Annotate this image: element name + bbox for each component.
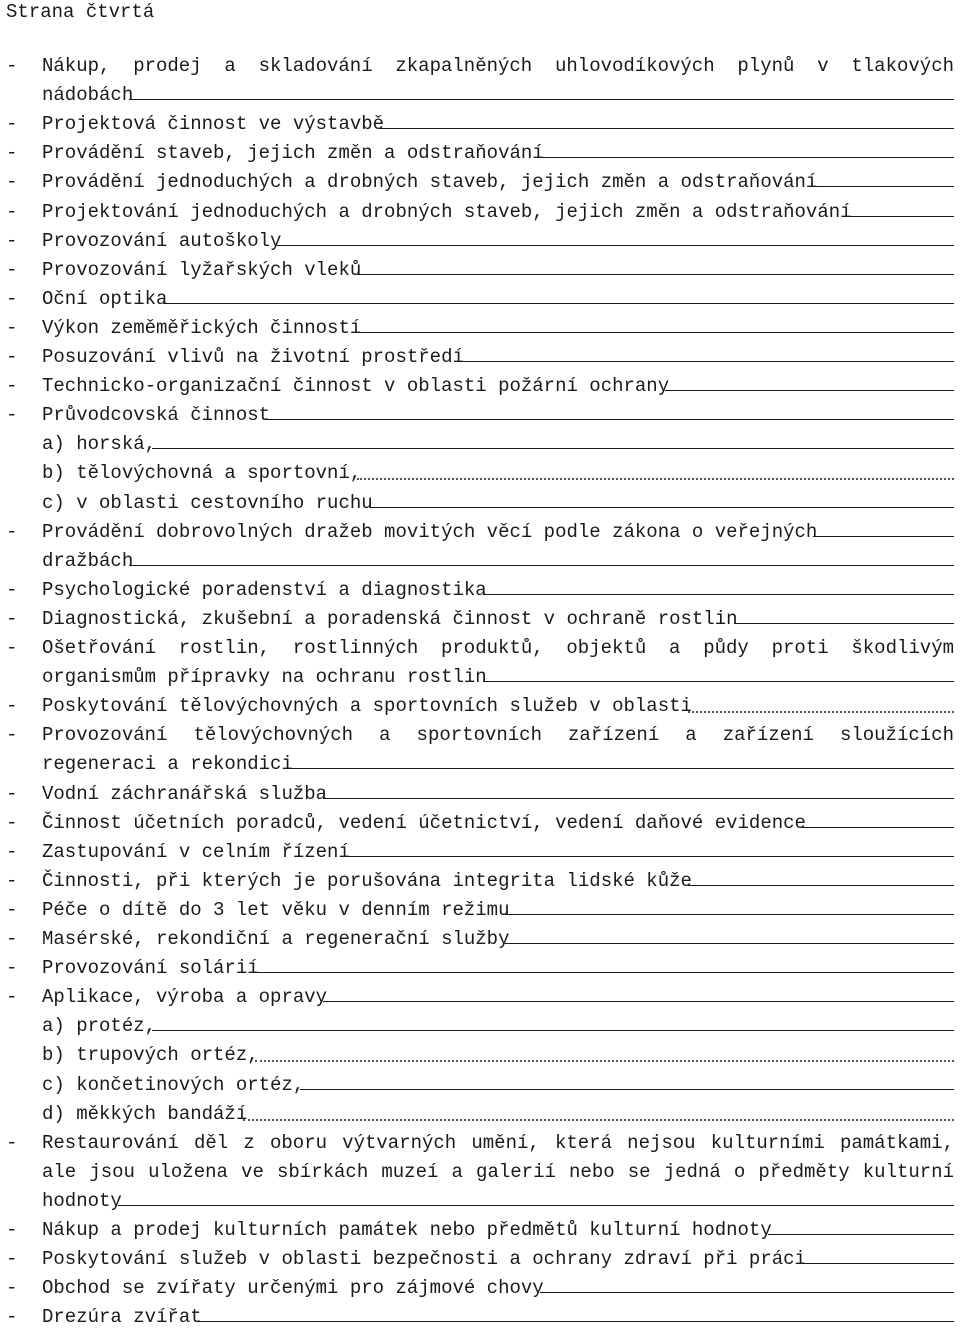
list-item: [0, 809, 960, 838]
fill-line: [277, 245, 954, 246]
list-dash: -: [6, 142, 18, 165]
list-item-text: Ošetřování rostlin, rostlinných produktů, objektů a půdy proti škodlivým: [42, 637, 954, 659]
list-item-text: organismům přípravky na ochranu rostlin: [42, 666, 487, 689]
list-item: [0, 139, 960, 168]
fill-line: [300, 1089, 954, 1090]
fill-line: [688, 885, 954, 886]
list-item: [0, 430, 960, 459]
list-item: [0, 1158, 960, 1187]
list-item: [0, 401, 960, 430]
fill-line: [848, 216, 954, 217]
list-item-text: Provádění jednoduchých a drobných staveb, jejich změn a odstraňování: [42, 171, 818, 194]
list-dash: -: [6, 1277, 18, 1300]
fill-line: [369, 507, 954, 508]
list-item: [0, 1100, 960, 1129]
list-item-text: Poskytování tělovýchovných a sportovních služeb v oblasti: [42, 695, 692, 718]
list-item: [0, 372, 960, 401]
list-item: [0, 983, 960, 1012]
list-item-text: Provádění dobrovolných dražeb movitých věcí podle zákona o veřejných: [42, 520, 818, 543]
list-item: [0, 925, 960, 954]
list-dash: -: [6, 578, 18, 601]
list-dash: -: [6, 171, 18, 194]
list-item: [0, 459, 960, 488]
list-item: [0, 605, 960, 634]
list-item-text: dražbách: [42, 549, 134, 572]
list-item: [0, 663, 960, 692]
list-item-text: b) tělovýchovná a sportovní,: [42, 462, 362, 485]
fill-line: [665, 390, 954, 391]
list-dash: -: [6, 1248, 18, 1271]
list-item: [0, 867, 960, 896]
fill-line: [768, 1234, 954, 1235]
list-item-text: regeneraci a rekondici: [42, 753, 293, 776]
list-dash: -: [6, 375, 18, 398]
fill-line: [346, 856, 954, 857]
list-item: [0, 81, 960, 110]
fill-line: [813, 536, 954, 537]
fill-line: [357, 332, 954, 333]
list-item-text: Projektová činnost ve výstavbě: [42, 113, 385, 136]
list-item-text: c) končetinových ortéz,: [42, 1073, 305, 1096]
list-item: [0, 489, 960, 518]
list-item-text: Restaurování děl z oboru výtvarných umění, která nejsou kulturními památkami,: [42, 1131, 954, 1154]
fill-line: [129, 99, 954, 100]
list-dash: -: [6, 724, 18, 747]
fill-line: [505, 914, 954, 915]
list-item: [0, 954, 960, 983]
list-item-text: Oční optika: [42, 287, 168, 310]
list-item-text: Masérské, rekondiční a regenerační služby: [42, 928, 510, 950]
list-dash: -: [6, 869, 18, 892]
list-item: [0, 343, 960, 372]
fill-line: [802, 1263, 954, 1264]
list-item: [0, 1303, 960, 1332]
list-item-text: Poskytování služeb v oblasti bezpečnosti a ochrany zdraví při práci: [42, 1248, 806, 1271]
list-item-text: d) měkkých bandáží: [42, 1102, 248, 1125]
list-item-text: c) v oblasti cestovního ruchu: [42, 491, 373, 514]
list-dash: -: [6, 113, 18, 136]
list-item: [0, 1274, 960, 1303]
list-item-text: Péče o dítě do 3 let věku v denním režimu: [42, 898, 510, 921]
list-item-text: Provozování autoškoly: [42, 229, 282, 252]
fill-line: [289, 768, 954, 769]
list-dash: -: [6, 200, 18, 223]
list-item: [0, 256, 960, 285]
list-item-text: Výkon zeměměřických činností: [42, 316, 362, 339]
list-item: [0, 168, 960, 197]
list-item-text: Vodní záchranářská služba: [42, 782, 328, 805]
list-item-text: Psychologické poradenství a diagnostika: [42, 578, 487, 601]
dotted-leader: [255, 1060, 954, 1062]
list-item-text: Nákup, prodej a skladování zkapalněných uhlovodíkových plynů v tlakových: [42, 55, 954, 77]
fill-line: [198, 1321, 954, 1322]
list-item-text: Průvodcovská činnost: [42, 404, 271, 427]
list-item-text: hodnoty: [42, 1189, 122, 1212]
list-item: [0, 1041, 960, 1070]
list-item-text: Obchod se zvířaty určenými pro zájmové chovy: [42, 1277, 544, 1300]
list-dash: -: [6, 782, 18, 805]
list-item-text: Činnosti, při kterých je porušována integrita lidské kůže: [42, 869, 692, 892]
fill-line: [802, 827, 954, 828]
list-item-text: b) trupových ortéz,: [42, 1044, 259, 1067]
list-item-text: Technicko-organizační činnost v oblasti požární ochrany: [42, 375, 670, 398]
fill-line: [129, 565, 954, 566]
list-item: [0, 1216, 960, 1245]
list-item: [0, 314, 960, 343]
list-item-text: Nákup a prodej kulturních památek nebo předmětů kulturní hodnoty: [42, 1219, 772, 1241]
list-dash: -: [6, 928, 18, 950]
list-item-text: Diagnostická, zkušební a poradenská činnost v ochraně rostlin: [42, 607, 738, 630]
list-item: [0, 576, 960, 605]
fill-line: [152, 448, 954, 449]
fill-line: [357, 274, 954, 275]
list-item: [0, 1245, 960, 1274]
page-title: Strana čtvrtá: [6, 1, 155, 23]
list-item-text: Aplikace, výroba a opravy: [42, 986, 328, 1009]
list-dash: -: [6, 1306, 18, 1329]
list-dash: -: [6, 695, 18, 718]
dotted-leader: [688, 711, 954, 713]
list-item-text: a) protéz,: [42, 1015, 157, 1038]
fill-line: [483, 681, 954, 682]
fill-line: [323, 798, 954, 799]
dotted-leader: [357, 478, 954, 480]
list-dash: -: [6, 287, 18, 310]
list-item: [0, 1187, 960, 1216]
fill-line: [163, 303, 954, 304]
list-item-text: Zastupování v celním řízení: [42, 840, 350, 863]
list-item: [0, 721, 960, 750]
list-item: [0, 634, 960, 663]
list-dash: -: [6, 1131, 18, 1154]
list-item-text: Provozování solárií: [42, 957, 259, 980]
list-item-text: Drezúra zvířat: [42, 1306, 202, 1329]
list-item: [0, 547, 960, 576]
list-item-text: a) horská,: [42, 433, 157, 456]
list-item: [0, 692, 960, 721]
fill-line: [255, 972, 954, 973]
list-item: [0, 1071, 960, 1100]
list-dash: -: [6, 1219, 18, 1241]
fill-line: [266, 419, 954, 420]
list-item: [0, 838, 960, 867]
list-item: [0, 896, 960, 925]
fill-line: [734, 623, 954, 624]
list-dash: -: [6, 258, 18, 281]
list-item-text: Provádění staveb, jejich změn a odstraňování: [42, 142, 544, 165]
fill-line: [483, 594, 954, 595]
list-dash: -: [6, 637, 18, 659]
list-item: [0, 518, 960, 547]
fill-line: [323, 1001, 954, 1002]
fill-line: [118, 1205, 954, 1206]
list-dash: -: [6, 404, 18, 427]
list-item: [0, 780, 960, 809]
list-item: [0, 285, 960, 314]
list-item: [0, 227, 960, 256]
list-item-text: Provozování lyžařských vleků: [42, 258, 362, 281]
list-item-text: Činnost účetních poradců, vedení účetnictví, vedení daňové evidence: [42, 811, 806, 834]
fill-line: [152, 1030, 954, 1031]
list-item: [0, 750, 960, 779]
fill-line: [460, 361, 954, 362]
list-item: [0, 52, 960, 81]
list-item-text: Posuzování vlivů na životní prostředí: [42, 346, 464, 368]
list-dash: -: [6, 55, 18, 77]
list-dash: -: [6, 986, 18, 1009]
list-dash: -: [6, 520, 18, 543]
list-item: [0, 1129, 960, 1158]
list-dash: -: [6, 607, 18, 630]
fill-line: [540, 157, 954, 158]
fill-line: [540, 1292, 954, 1293]
dotted-leader: [243, 1119, 954, 1121]
list-dash: -: [6, 840, 18, 863]
list-dash: -: [6, 957, 18, 980]
fill-line: [813, 186, 954, 187]
list-item-text: ale jsou uložena ve sbírkách muzeí a galerií nebo se jedná o předměty kulturní: [42, 1160, 954, 1183]
list-item: [0, 110, 960, 139]
list-item: [0, 1012, 960, 1041]
list-dash: -: [6, 811, 18, 834]
list-dash: -: [6, 316, 18, 339]
list-dash: -: [6, 898, 18, 921]
list-item-text: Provozování tělovýchovných a sportovních zařízení a zařízení sloužících: [42, 724, 954, 747]
list-item-text: Projektování jednoduchých a drobných staveb, jejich změn a odstraňování: [42, 200, 852, 223]
fill-line: [380, 128, 954, 129]
fill-line: [505, 943, 954, 944]
list-dash: -: [6, 229, 18, 252]
list-dash: -: [6, 346, 18, 368]
list-item: [0, 198, 960, 227]
list-item-text: nádobách: [42, 84, 134, 107]
